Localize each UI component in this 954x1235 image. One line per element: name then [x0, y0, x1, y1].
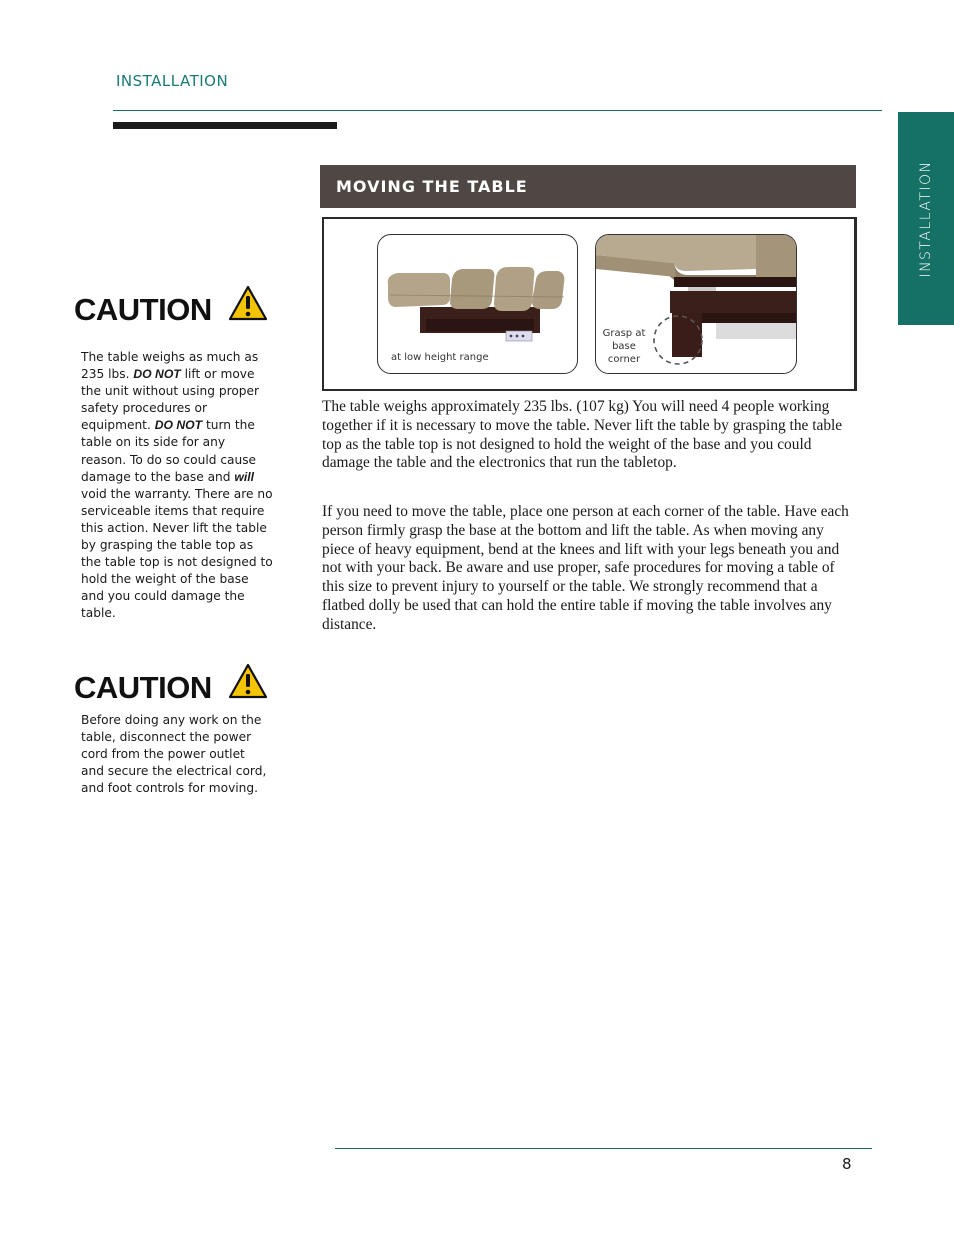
section-title: MOVING THE TABLE	[336, 177, 528, 196]
table-photo-grasp-base	[595, 234, 797, 374]
side-tab-label: INSTALLATION	[918, 159, 934, 278]
caution-text-disconnect: Before doing any work on the table, disconnect the power cord from the power outlet and secure the electrical cord, and foot controls for moving.	[81, 713, 267, 796]
photo-caption-low-height: at low height range	[391, 352, 489, 363]
side-tab	[898, 112, 954, 325]
caution-heading: CAUTION	[74, 670, 212, 705]
caution-text-part: The table weighs as much as 235 lbs.	[81, 350, 259, 382]
warning-triangle-icon	[228, 285, 268, 327]
caution-text-part: lift or move the unit without using proper safety procedures or equipment.	[81, 367, 260, 433]
section-heading-bar	[320, 165, 856, 208]
page-number: 8	[842, 1155, 852, 1173]
photo-caption-grasp: Grasp at base corner	[602, 328, 646, 365]
footer-rule	[335, 1148, 872, 1149]
body-paragraph: If you need to move the table, place one person at each corner of the table. Have each person firmly grasp the base at the bottom and lift the table. As when moving any piece of heavy equipment, bend at the knees and lift with your legs beneath you and not with your back. Be aware and use proper, safe procedures for moving a table of this size to prevent injury to yourself or the table. We strongly recommend that a flatbed dolly be used that can hold the entire table if moving the table involves any distance.	[322, 503, 849, 633]
emphasis-do-not: DO NOT	[133, 367, 181, 382]
running-header: INSTALLATION	[116, 72, 229, 90]
header-rule	[113, 110, 882, 111]
header-accent-bar	[113, 122, 337, 129]
figure-box	[322, 217, 857, 391]
warning-triangle-icon	[228, 663, 268, 705]
caution-text-part: turn the table on its side for any reason. To do so could cause damage to the base and	[81, 418, 257, 484]
caution-heading: CAUTION	[74, 292, 212, 327]
body-paragraph: The table weighs approximately 235 lbs. (107 kg) You will need 4 people working together if it is necessary to move the table. Never lift the table by grasping the table top as the table top is not designed to hold the weight of the base and you could damage the table and the electronics that run the tabletop.	[322, 398, 843, 472]
caution-text-part: void the warranty. There are no serviceable items that require this action. Never lift the table by grasping the table top as the table top is not designed to hold the weight of the base and you could damage the table.	[81, 486, 273, 621]
caution-text-weight	[81, 349, 273, 623]
emphasis-do-not: DO NOT	[154, 418, 203, 433]
table-photo-low-height	[377, 234, 578, 374]
emphasis-will: will	[234, 469, 255, 484]
